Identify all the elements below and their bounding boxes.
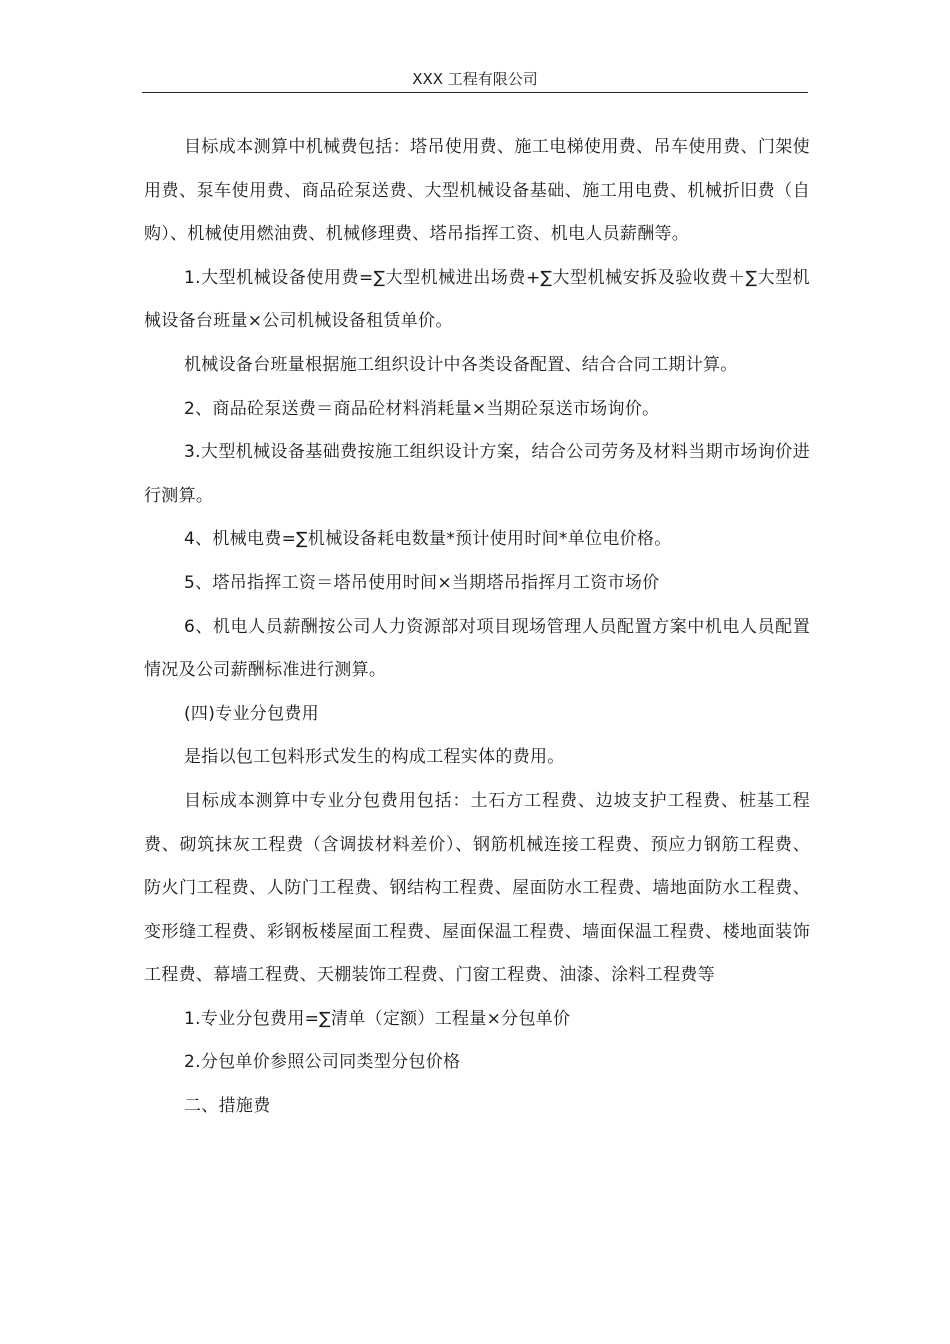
paragraph-subcontract-formula: 1.专业分包费用=∑清单（定额）工程量×分包单价 xyxy=(184,1008,571,1029)
paragraph-concrete-pumping-fee: 2、商品砼泵送费＝商品砼材料消耗量×当期砼泵送市场询价。 xyxy=(184,398,660,419)
paragraph-large-equipment-fee: 1.大型机械设备使用费=∑大型机械进出场费+∑大型机械安拆及验收费＋∑大型机械设备台班量×公司机械设备租赁单价。 xyxy=(144,267,810,332)
paragraph-tower-crane-signal-wage: 5、塔吊指挥工资＝塔吊使用时间×当期塔吊指挥月工资市场价 xyxy=(184,572,660,593)
section-heading-subcontract: (四)专业分包费用 xyxy=(184,703,319,724)
page-header-company: XXX 工程有限公司 xyxy=(412,70,538,88)
paragraph-subcontract-unit-price: 2.分包单价参照公司同类型分包价格 xyxy=(184,1052,461,1073)
paragraph-machinery-electricity: 4、机械电费=∑机械设备耗电数量*预计使用时间*单位电价格。 xyxy=(184,529,672,550)
header-divider xyxy=(142,92,808,93)
paragraph-subcontract-definition: 是指以包工包料形式发生的构成工程实体的费用。 xyxy=(184,747,565,768)
paragraph-machinery-cost-items: 目标成本测算中机械费包括：塔吊使用费、施工电梯使用费、吊车使用费、门架使用费、泵车使用费、商品砼泵送费、大型机械设备基础、施工用电费、机械折旧费（自购）、机械使用燃油费、机械修理费、塔吊指挥工资、机电人员薪酬等。 xyxy=(144,137,810,245)
paragraph-subcontract-items: 目标成本测算中专业分包费用包括：土石方工程费、边坡支护工程费、桩基工程费、砌筑抹灰工程费（含调拔材料差价）、钢筋机械连接工程费、预应力钢筋工程费、防火门工程费、人防门工程费、钢结构工程费、屋面防水工程费、墙地面防水工程费、变形缝工程费、彩钢板楼屋面工程费、屋面保温工程费、墙面保温工程费、楼地面装饰工程费、幕墙工程费、天棚装饰工程费、门窗工程费、油漆、涂料工程费等 xyxy=(144,790,810,986)
section-heading-measures: 二、措施费 xyxy=(184,1096,271,1117)
paragraph-shift-quantity: 机械设备台班量根据施工组织设计中各类设备配置、结合合同工期计算。 xyxy=(184,354,738,375)
paragraph-equipment-foundation-fee: 3.大型机械设备基础费按施工组织设计方案，结合公司劳务及材料当期市场询价进行测算。 xyxy=(144,442,810,506)
document-body xyxy=(144,126,810,1129)
paragraph-electromechanical-salary: 6、机电人员薪酬按公司人力资源部对项目现场管理人员配置方案中机电人员配置情况及公司薪酬标准进行测算。 xyxy=(144,616,810,681)
